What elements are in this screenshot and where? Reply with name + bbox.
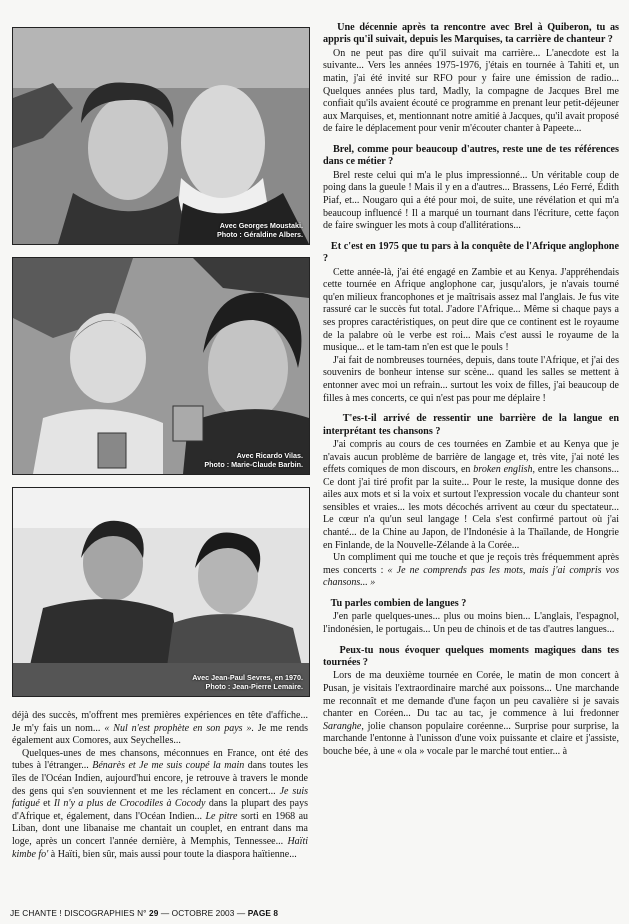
answer: J'ai compris au cours de ces tournées en Zambie et au Kenya que je n'avais aucun problème de barrière de langage et, très vite, j'ai noté les effets comiques de mon discours, en broken english, entre les chansons... Ce dont j'ai tiré profit par la suite... Pour le reste, la musique donne des ailes aux mots et si la voix et surtout l'expression vocale du chanteur sont sensibles et vraies... les mots décochés arrivent au cœur du spectateur... Le cœur n'a qu'un seul langage ! Cela s'est confirmé partout où j'ai chanté... de la Chine au Japon, de l'Indonésie à la Thaïlande, de Hongrie en Finlande, de la Nouvelle-Zélande à la Corée... Un compliment qui me touche et que je reçois très fréquemment après mes concerts : « Je ne comprends pas les mots, mais j'ai compris vos chansons... » (323, 438, 620, 589)
question-heading: Une décennie après ta rencontre avec Brel à Quiberon, tu as appris qu'il suivait, depuis les Marquises, ta carrière de chanteur ? (323, 22, 620, 46)
answer: On ne peut pas dire qu'il suivait ma carrière... L'anecdote est la suivante... Vers les années 1975-1976, j'étais en tournée à Tahiti et, un matin, j'ai été invité sur RFO pour y faire une émission de radio... Quelques années plus tard, Madly, la compagne de Jacques Brel me confiait qu'ils avaient écouté ce programme en prenant leur petit-déjeuner aux Marquises, et, mentionnant notre amitié à Jacques, qu'il avait proposé de faire le déplacement pour venir m'écouter chanter à Papeete... (323, 47, 619, 135)
photo-image (13, 28, 309, 244)
page-number: PAGE 8 (247, 908, 279, 918)
question-heading: Et c'est en 1975 que tu pars à la conquête de l'Afrique anglophone ? (323, 240, 619, 265)
issue-date: — OCTOBRE 2003 — (160, 908, 246, 918)
question-heading: T'es-t-il arrivé de ressentir une barrière de la langue en interprétant tes chansons ? (323, 413, 620, 437)
magazine-name: JE CHANTE ! DISCOGRAPHIES N° (10, 908, 147, 918)
question-heading: Brel, comme pour beaucoup d'autres, reste une de tes références dans ce métier ? (323, 143, 620, 168)
paragraph: Quelques-unes de mes chansons, méconnues en France, ont été des tubes à l'étranger... Bénarès et Je me suis coupé la main dans toutes les îles de l'Océan Indien, aujourd'hui encore, je retrouve à travers le monde des gens qui s'en souviennent et me les réclament en concert... Je suis fatigué et Il n'y a plus de Crocodiles à Cocody dans la plupart des pays d'Afrique et, également, dans l'Océan Indien... Le pitre sorti en 1968 au Liban, dont une libanaise me chantait un couplet, en entrant dans ma loge, après un concert l'année dernière, à Memphis, Tennessee... Haïti kimbe fo' à Haïti, bien sûr, mais aussi pour toute la diaspora haïtienne... (12, 747, 309, 860)
left-column-text (12, 710, 308, 861)
photo-sevres (12, 487, 310, 697)
photo-caption: Avec Georges Moustaki. Photo : Géraldine Albers. (217, 221, 303, 239)
issue-number: 29 (149, 908, 159, 918)
photo-moustaki (12, 27, 310, 245)
paragraph: déjà des succès, m'offrent mes premières expériences en tête d'affiche... Je m'y fais un nom... « Nul n'est prophète en son pays ». Je me rends également aux Comores, aux Seychelles... (12, 710, 308, 747)
answer: Lors de ma deuxième tournée en Corée, le matin de mon concert à Pusan, je visitais l'extraordinaire marché aux poissons... Une marchande me reconnaît et me demande d'une façon un peu cavalière si je savais chanter en Coréen... Du tac au tac, je commence à lui fredonner Saranghe, jolie chanson populaire coréenne... Surprise pour surprise, la marchande l'entonne à l'unisson d'une voix puissante et claire et j'assiste, bouche bée, à une « ola » vocale par le marché tout entier... à (323, 670, 619, 757)
photo-caption: Avec Ricardo Vilas. Photo : Marie-Claude Barbin. (204, 451, 303, 469)
answer: Brel reste celui qui m'a le plus impressionné... Un véritable coup de poing dans la gueule ! Mais il y en a d'autres... Brassens, Léo Ferré, Édith Piaf, et... Nougaro qui a été pour moi, de suite, une révélation et qui m'a beaucoup influencé ! Il a marqué un tournant dans l'écriture, cette façon de faire swinguer les mots à coup d'allitérations... (323, 169, 619, 232)
question-heading: Tu parles combien de langues ? (330, 598, 467, 610)
photo-image (13, 488, 309, 696)
photo-image (13, 258, 309, 474)
right-column (323, 22, 619, 767)
answer: J'en parle quelques-unes... plus ou moins bien... L'anglais, l'espagnol, l'indonésien, le portugais... Un peu de chinois et de tas d'autres langues... (323, 611, 619, 636)
photo-caption: Avec Jean-Paul Sevres, en 1970. Photo : Jean-Pierre Lemaire. (192, 673, 303, 691)
answer: Cette année-là, j'ai été engagé en Zambie et au Kenya. J'appréhendais cette tournée en Afrique anglophone car, jusqu'alors, je n'avais tourné qu'en milieux francophones et je maîtrisais assez mal l'anglais. Je fus vite rassuré car le succès fut total. J'adore l'Afrique... Même si chaque pays a ses propres caractéristiques, on peut dire que ce continent est le royaume de la palabre où le verbe est roi... Mais c'est aussi le royaume de la musique... et le tam-tam n'en est que le pouls ! J'ai fait de nombreuses tournées, depuis, dans toute l'Afrique, et j'ai des souvenirs de bonheur intense sur scène... quand les salles se mettent à entonner avec moi un refrain... surtout les voix de filles, j'ai beaucoup de filles à mes concerts, ce qui n'est pas pour me déplaire ! (323, 266, 619, 404)
question-heading: Peux-tu nous évoquer quelques moments magiques dans tes tournées ? (323, 644, 619, 669)
photo-vilas (12, 257, 310, 475)
page-footer (10, 908, 300, 918)
